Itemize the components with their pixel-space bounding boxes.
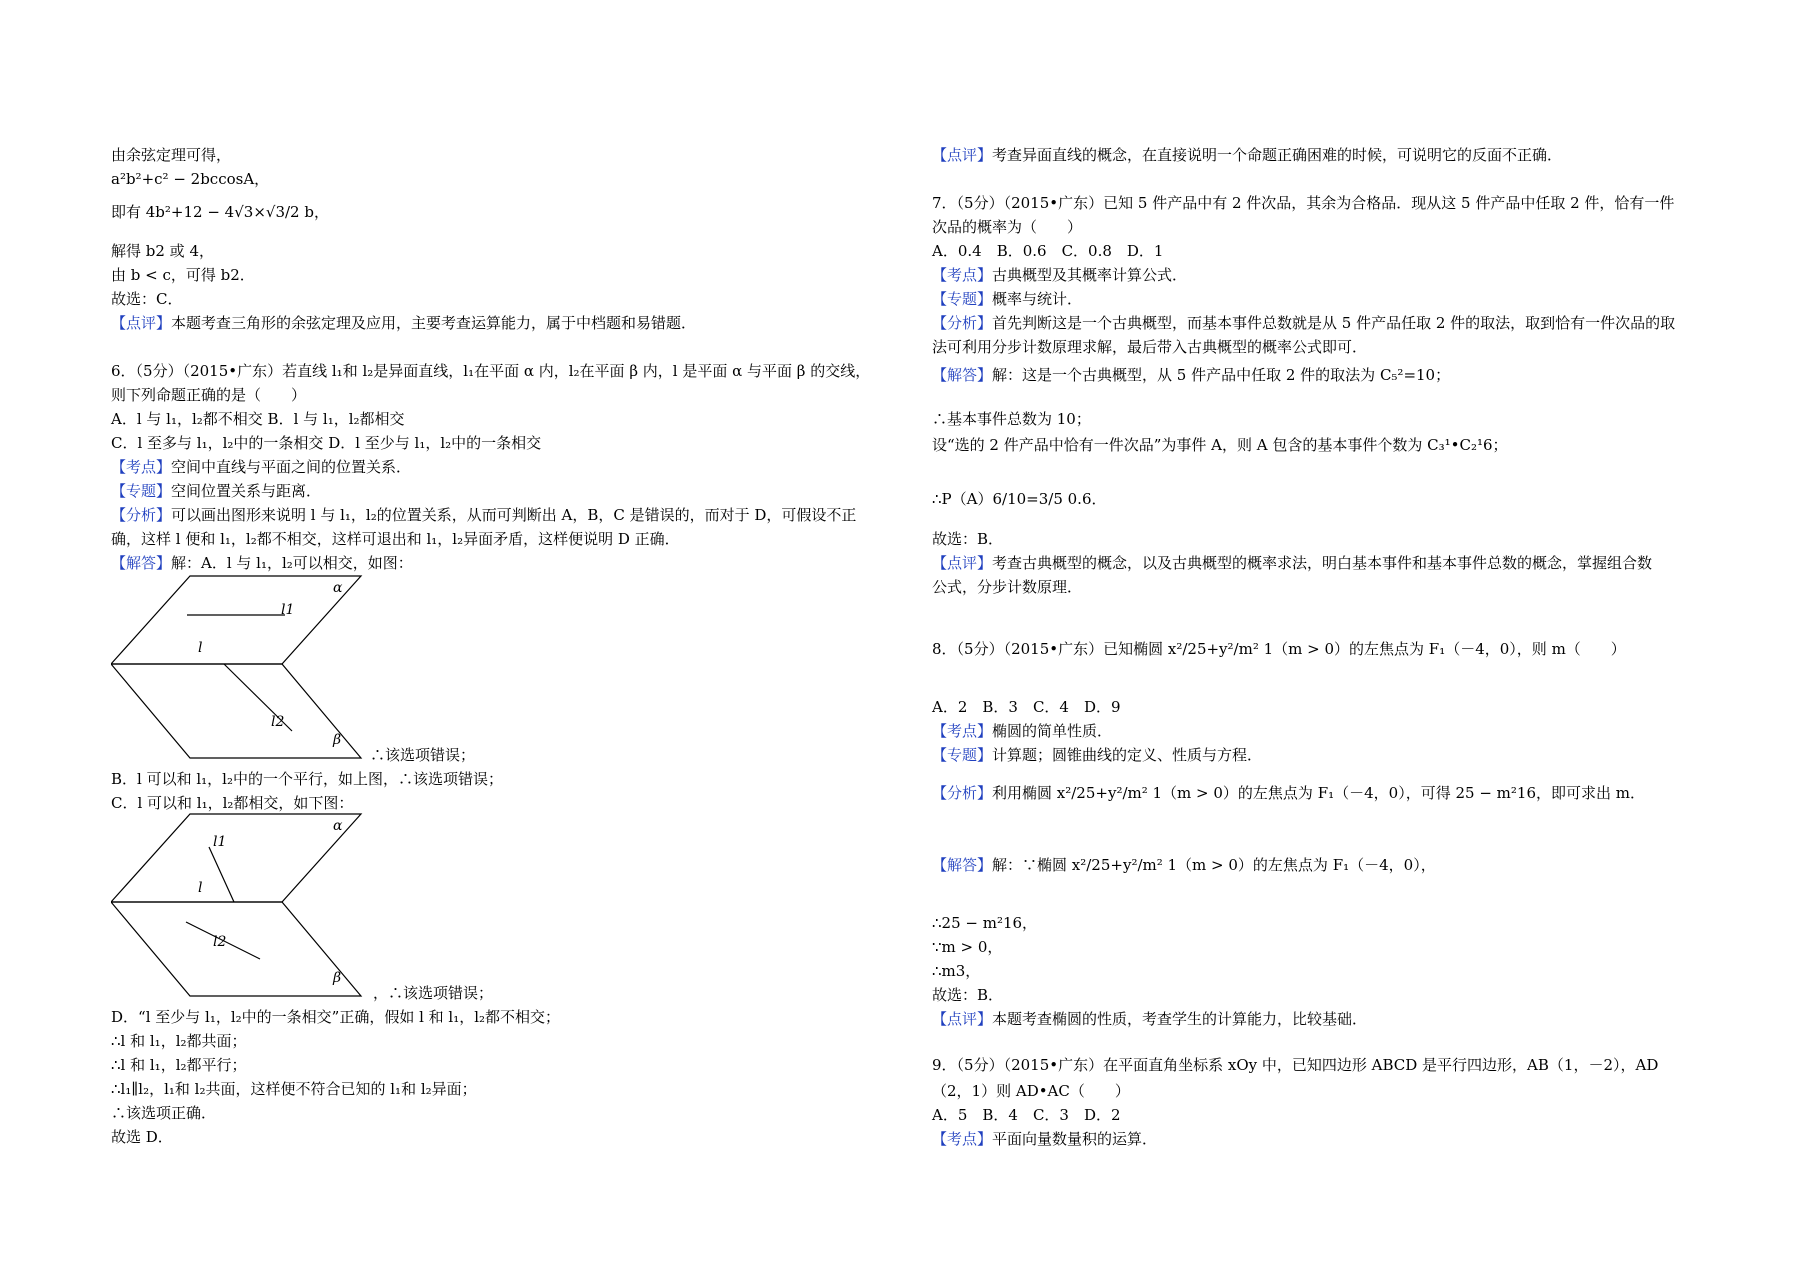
question-9-stem: 9．（5分）（2015•广东）在平面直角坐标系 xOy 中，已知四边形 ABCD 是平行四边形，AB（1，－2），AD xyxy=(932,1056,1659,1074)
text-line: 故选：C． xyxy=(111,290,183,308)
point-line: 【考点】椭圆的简单性质． xyxy=(932,722,1113,740)
text-line: 则下列命题正确的是（ ） xyxy=(111,386,307,404)
text-line: 确，这样 l 便和 l₁，l₂都不相交，这样可退出和 l₁，l₂异面矛盾，这样便说明 D 正确． xyxy=(111,530,680,548)
analysis-line: 【分析】利用椭圆 x²/25+y²/m² 1（m > 0）的左焦点为 F₁（－4，0），可得 25 − m²16，即可求出 m． xyxy=(932,784,1645,802)
text-line: 故选 D． xyxy=(111,1128,173,1146)
question-7-stem: 7．（5分）（2015•广东）已知 5 件产品中有 2 件次品，其余为合格品．现从这 5 件产品中任取 2 件，恰有一件 xyxy=(932,194,1675,212)
comment-line: 【点评】考查异面直线的概念，在直接说明一个命题正确困难的时候，可说明它的反面不正确． xyxy=(932,146,1563,164)
text-line: B．l 可以和 l₁，l₂中的一个平行，如上图，∴该选项错误； xyxy=(111,770,503,788)
tag-analysis: 【分析】 xyxy=(111,506,172,524)
text-line: 设“选的 2 件产品中恰有一件次品”为事件 A，则 A 包含的基本事件个数为 C₃¹•C₂¹6； xyxy=(932,436,1508,454)
tag-comment: 【点评】 xyxy=(111,314,172,332)
analysis-line: 【分析】首先判断这是一个古典概型，而基本事件总数就是从 5 件产品任取 2 件的取法，取到恰有一件次品的取 xyxy=(932,314,1676,332)
figure-planes-1 xyxy=(111,572,381,762)
text-line: 由余弦定理可得， xyxy=(111,146,232,164)
topic-line: 【专题】计算题；圆锥曲线的定义、性质与方程． xyxy=(932,746,1263,764)
point-line: 【考点】古典概型及其概率计算公式． xyxy=(932,266,1188,284)
text-line: ∴m3， xyxy=(932,962,981,980)
text-line: ∴25 − m²16， xyxy=(932,914,1038,932)
options-line: A．5 B．4 C．3 D．2 xyxy=(932,1106,1121,1124)
tag-answer: 【解答】 xyxy=(932,366,993,384)
figure-planes-2 xyxy=(111,810,381,1000)
tag-point: 【考点】 xyxy=(111,458,172,476)
tag-comment: 【点评】 xyxy=(932,554,993,572)
label-l2: l2 xyxy=(213,934,227,950)
text-line: ∴l 和 l₁，l₂都共面； xyxy=(111,1032,247,1050)
text-line: a²b²+c² − 2bccosA， xyxy=(111,170,270,188)
options-line: A．2 B．3 C．4 D．9 xyxy=(932,698,1121,716)
text-line: 由 b < c，可得 b2． xyxy=(111,266,255,284)
text-line: 故选：B． xyxy=(932,530,1004,548)
tag-answer: 【解答】 xyxy=(111,554,172,572)
text-line: （2，1）则 AD•AC（ ） xyxy=(932,1082,1130,1100)
tag-analysis: 【分析】 xyxy=(932,784,993,802)
comment-line: 【点评】本题考查椭圆的性质，考查学生的计算能力，比较基础． xyxy=(932,1010,1368,1028)
topic-line: 【专题】概率与统计． xyxy=(932,290,1083,308)
options-line: A．0.4 B．0.6 C．0.8 D．1 xyxy=(932,242,1164,260)
label-beta: β xyxy=(333,970,342,986)
text-line: ∴该选项错误； xyxy=(370,746,476,764)
tag-topic: 【专题】 xyxy=(111,482,172,500)
question-6-stem: 6．（5分）（2015•广东）若直线 l₁和 l₂是异面直线，l₁在平面 α 内，l₂在平面 β 内，l 是平面 α 与平面 β 的交线， xyxy=(111,362,871,380)
comment-line: 【点评】本题考查三角形的余弦定理及应用，主要考查运算能力，属于中档题和易错题． xyxy=(111,314,697,332)
text-line: 解得 b2 或 4， xyxy=(111,242,214,260)
text-line: ，∴该选项错误； xyxy=(373,984,494,1002)
tag-topic: 【专题】 xyxy=(932,290,993,308)
text-line: 即有 4b²+12 − 4√3×√3/2 b， xyxy=(111,203,329,221)
text-line: 法可利用分步计数原理求解，最后带入古典概型的概率公式即可． xyxy=(932,338,1368,356)
text-line: ∴l₁∥l₂，l₁和 l₂共面，这样便不符合已知的 l₁和 l₂异面； xyxy=(111,1080,477,1098)
tag-topic: 【专题】 xyxy=(932,746,993,764)
text-line: ∴基本事件总数为 10； xyxy=(932,410,1091,428)
tag-analysis: 【分析】 xyxy=(932,314,993,332)
text-line: ∴该选项正确． xyxy=(111,1104,217,1122)
text-line: 次品的概率为（ ） xyxy=(932,218,1083,236)
topic-line: 【专题】空间位置关系与距离． xyxy=(111,482,322,500)
point-line: 【考点】空间中直线与平面之间的位置关系． xyxy=(111,458,412,476)
label-alpha: α xyxy=(333,818,343,834)
text-line: ∴l 和 l₁，l₂都平行； xyxy=(111,1056,247,1074)
tag-point: 【考点】 xyxy=(932,722,993,740)
answer-line: 【解答】解：A．l 与 l₁，l₂可以相交，如图： xyxy=(111,554,413,572)
text-line: 公式，分步计数原理． xyxy=(932,578,1083,596)
label-beta: β xyxy=(333,732,342,748)
label-l: l xyxy=(198,880,203,896)
point-line: 【考点】平面向量数量积的运算． xyxy=(932,1130,1158,1148)
tag-point: 【考点】 xyxy=(932,1130,993,1148)
tag-answer: 【解答】 xyxy=(932,856,993,874)
label-l2: l2 xyxy=(271,714,285,730)
answer-line: 【解答】解：∵椭圆 x²/25+y²/m² 1（m > 0）的左焦点为 F₁（－4，0）， xyxy=(932,856,1436,874)
options-line: C．l 至多与 l₁，l₂中的一条相交 D．l 至少与 l₁，l₂中的一条相交 xyxy=(111,434,542,452)
text-line: D．“l 至少与 l₁，l₂中的一条相交”正确，假如 l 和 l₁，l₂都不相交； xyxy=(111,1008,561,1026)
label-l: l xyxy=(198,640,203,656)
text-line: C．l 可以和 l₁，l₂都相交，如下图： xyxy=(111,794,354,812)
answer-line: 【解答】解：这是一个古典概型，从 5 件产品中任取 2 件的取法为 C₅²=10； xyxy=(932,366,1451,384)
options-line: A．l 与 l₁，l₂都不相交 B．l 与 l₁，l₂都相交 xyxy=(111,410,405,428)
question-8-stem: 8．（5分）（2015•广东）已知椭圆 x²/25+y²/m² 1（m > 0）的左焦点为 F₁（－4，0），则 m（ ） xyxy=(932,640,1626,658)
label-alpha: α xyxy=(333,580,343,596)
text-line: ∵m > 0， xyxy=(932,938,1003,956)
comment-line: 【点评】考查古典概型的概念，以及古典概型的概率求法，明白基本事件和基本事件总数的概念，掌握组合数 xyxy=(932,554,1653,572)
label-l1: l1 xyxy=(281,602,295,618)
text-line: ∴P（A）6/10=3/5 0.6． xyxy=(932,490,1107,508)
tag-comment: 【点评】 xyxy=(932,1010,993,1028)
tag-point: 【考点】 xyxy=(932,266,993,284)
analysis-line: 【分析】可以画出图形来说明 l 与 l₁，l₂的位置关系，从而可判断出 A，B，C 是错误的，而对于 D，可假设不正 xyxy=(111,506,857,524)
tag-comment: 【点评】 xyxy=(932,146,993,164)
label-l1: l1 xyxy=(213,834,227,850)
text-line: 故选：B． xyxy=(932,986,1004,1004)
